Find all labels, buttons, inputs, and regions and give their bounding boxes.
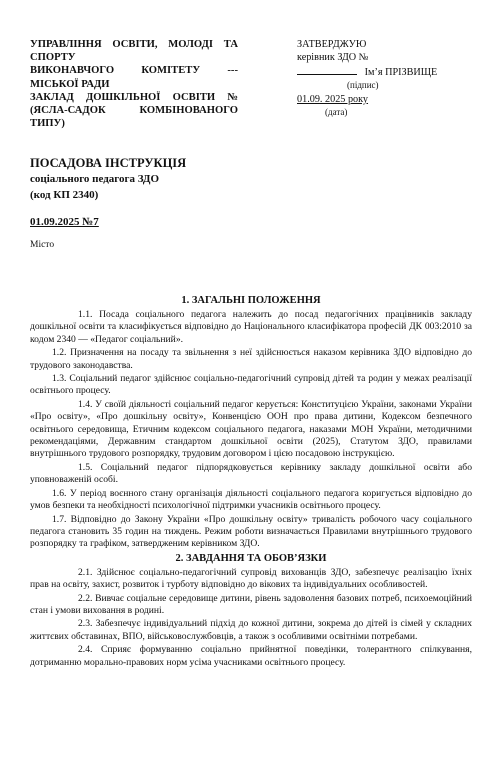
document-code: (код КП 2340)	[30, 189, 99, 201]
approver-position: керівник ЗДО №	[297, 52, 369, 64]
paragraph: 1.2. Призначення на посаду та звільнення з неї здійснюється наказом керівника ЗДО відповідно до трудового законодавства.	[30, 347, 472, 371]
paragraph: 1.5. Соціальний педагог підпорядковується керівнику закладу дошкільної освіти або уповноваженій особі.	[30, 461, 472, 486]
org-line: МІСЬКОЇ РАДИ	[30, 78, 110, 90]
approve-label: ЗАТВЕРДЖУЮ	[297, 39, 367, 50]
paragraph: 1.6. У період воєнного стану організація діяльності соціального педагога коригується відповідно до умов безпеки та необхідності психологічної підтримки учасників освітнього процесу.	[30, 487, 472, 512]
document-title-block	[30, 155, 186, 203]
section-heading: 2. ЗАВДАННЯ ТА ОБОВ’ЯЗКИ	[175, 552, 327, 564]
paragraph: 1.3. Соціальний педагог здійснює соціально-педагогічний супровід дітей та родин у межах реалізації освітнього процесу.	[30, 373, 472, 397]
paragraph: 2.3. Забезпечує індивідуальний підхід до кожної дитини, зокрема до дітей із сімей у складних життєвих обставинах, ВПО, військовослужбовців, а також з особливими освітніми потребами.	[30, 618, 472, 642]
paragraph: 2.1. Здійснює соціально-педагогічний супровід вихованців ЗДО, забезпечує реалізацію їхніх прав на освіту, захист, розвиток і турботу відповідно до вікових та індивідуальних особливостей.	[30, 566, 472, 591]
document-body	[30, 294, 472, 670]
org-line: ВИКОНАВЧОГО КОМІТЕТУ ---	[30, 65, 238, 77]
org-line: УПРАВЛІННЯ ОСВІТИ, МОЛОДІ ТА	[30, 39, 238, 50]
date-caption: (дата)	[325, 107, 348, 118]
org-line: СПОРТУ	[30, 52, 76, 64]
section-heading: 1. ЗАГАЛЬНІ ПОЛОЖЕННЯ	[181, 295, 321, 306]
document-title: ПОСАДОВА ІНСТРУКЦІЯ	[30, 156, 187, 170]
org-line: ЗАКЛАД ДОШКІЛЬНОЇ ОСВІТИ №	[30, 91, 238, 103]
approver-name: Ім’я ПРІЗВИЩЕ	[364, 66, 438, 78]
paragraph: 1.4. У своїй діяльності соціальний педагог керується: Конституцією України, законами України «Про освіту», «Про дошкільну освіту», Конвенцією ООН про права дитини, Кодексом безпечного освітнього середовища, Етичним кодексом соціального педагога, наказами МОН України, методичними рекомендаціями, Державним стандартом дошкільної освіти (2025), Статутом ЗДО, правилами внутрішнього трудового розпорядку, трудовим договором і цією посадовою інструкцією.	[30, 398, 472, 460]
paragraph: 1.1. Посада соціального педагога належить до посад педагогічних працівників закладу дошкільної освіти та класифікується відповідно до Національного класифікатора професій ДК 003:2010 за кодом 2340 — «Педагог соціальний».	[30, 309, 472, 345]
paragraph: 1.7. Відповідно до Закону України «Про дошкільну освіту» тривалість робочого часу соціального педагога становить 35 годин на тиждень. Режим роботи визначається Правилами внутрішнього трудового розпорядку та графіком, затвердженим керівником ЗДО.	[30, 513, 472, 550]
signature-line	[297, 65, 357, 75]
org-line: ТИПУ)	[30, 118, 65, 130]
signature-caption: (підпис)	[347, 80, 379, 91]
city: Місто	[30, 240, 55, 250]
paragraph: 2.4. Сприяє формуванню соціально прийнятної поведінки, толерантного спілкування, дотриманню морально-правових норм усіма учасниками освітнього процесу.	[30, 644, 472, 668]
organization-header	[30, 38, 238, 130]
paragraph: 2.2. Вивчає соціальне середовище дитини, рівень задоволення базових потреб, психоемоційний стан і умови виховання в родині.	[30, 592, 472, 616]
document-subtitle: соціального педагога ЗДО	[30, 173, 160, 185]
approval-block	[297, 38, 472, 119]
org-line: (ЯСЛА-САДОК КОМБІНОВАНОГО	[30, 105, 238, 117]
signature-line-row	[297, 65, 472, 79]
order-number: 01.09.2025 №7	[30, 216, 99, 228]
approval-date: 01.09. 2025 року	[297, 93, 369, 105]
